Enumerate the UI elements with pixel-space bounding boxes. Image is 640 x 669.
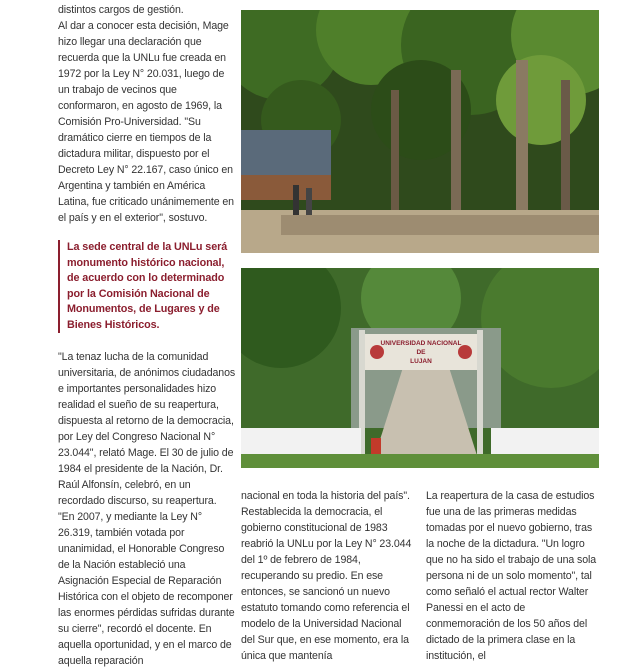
- paragraph: Al dar a conocer esta decisión, Mage hizo llegar una declaración que recuerda que la UNLu fue creada en 1972 por la Ley N° 20.031, luego de un trabajo de vecinos que conformaron, en agosto de 1969, la Comisión Pro-Universidad. "Su dramático cierre en tiempos de la dictadura militar, dispuesto por el Decreto Ley N° 22.167, caso único en Argentina y también en América Latina, fue criticado unánimemente en el país y en el exterior", sostuvo.: [58, 20, 234, 224]
- left-text-column: [58, 2, 236, 669]
- university-entrance-photo: [241, 268, 599, 468]
- paragraph: distintos cargos de gestión.: [58, 4, 184, 16]
- gate-sign-line: LUJAN: [410, 358, 432, 365]
- right-text-column: [426, 488, 598, 664]
- gate-sign-line: UNIVERSIDAD NACIONAL: [380, 340, 462, 347]
- paragraph: "La tenaz lucha de la comunidad universitaria, de anónimos ciudadanos e importantes personalidades hizo realidad el sueño de su reapertura, dispuesta al retorno de la democracia, por Ley del Congreso Nacional N° 23.044", relató Mage. El 30 de julio de 1984 el presidente de la Nación, Dr. Raúl Alfonsín, celebró, en un recordado discurso, su reapertura.: [58, 351, 236, 507]
- paragraph: La reapertura de la casa de estudios fue una de las primeras medidas tomadas por el nuevo gobierno, tras la noche de la dictadura. "Un logro que no ha sido el trabajo de una sola persona ni de un solo momento", tal como señaló el actual rector Walter Panessi en el acto de conmemoración de los 50 años del dictado de la primera clase en la institución, el: [426, 490, 597, 662]
- paragraph: "En 2007, y mediante la Ley N° 26.319, también votada por unanimidad, el Honorable Congreso de la Nación estableció una Asignación Especial de Reparación Histórica con el objeto de recomponer las enormes pérdidas sufridas durante su cierre", recordó el docente. En aquella oportunidad, y en el marco de aquella reparación: [58, 511, 235, 667]
- gate-sign-line: DE: [416, 349, 426, 356]
- pull-quote: La sede central de la UNLu será monumento histórico nacional, de acuerdo con lo determinado por la Comisión Nacional de Monumentos, de Lugares y de Bienes Históricos.: [58, 240, 236, 333]
- campus-trees-photo: [241, 10, 599, 253]
- paragraph: Restablecida la democracia, el gobierno constitucional de 1983 reabrió la UNLu por la Ley N° 23.044 del 1º de febrero de 1984, recuperando su predio. En ese entonces, se sancionó un nuevo estatuto tomando como referencia el modelo de la Universidad Nacional del Sur que, en ese momento, era la única que mantenía: [241, 506, 412, 662]
- middle-text-column: [241, 488, 413, 664]
- paragraph: nacional en toda la historia del país".: [241, 490, 410, 502]
